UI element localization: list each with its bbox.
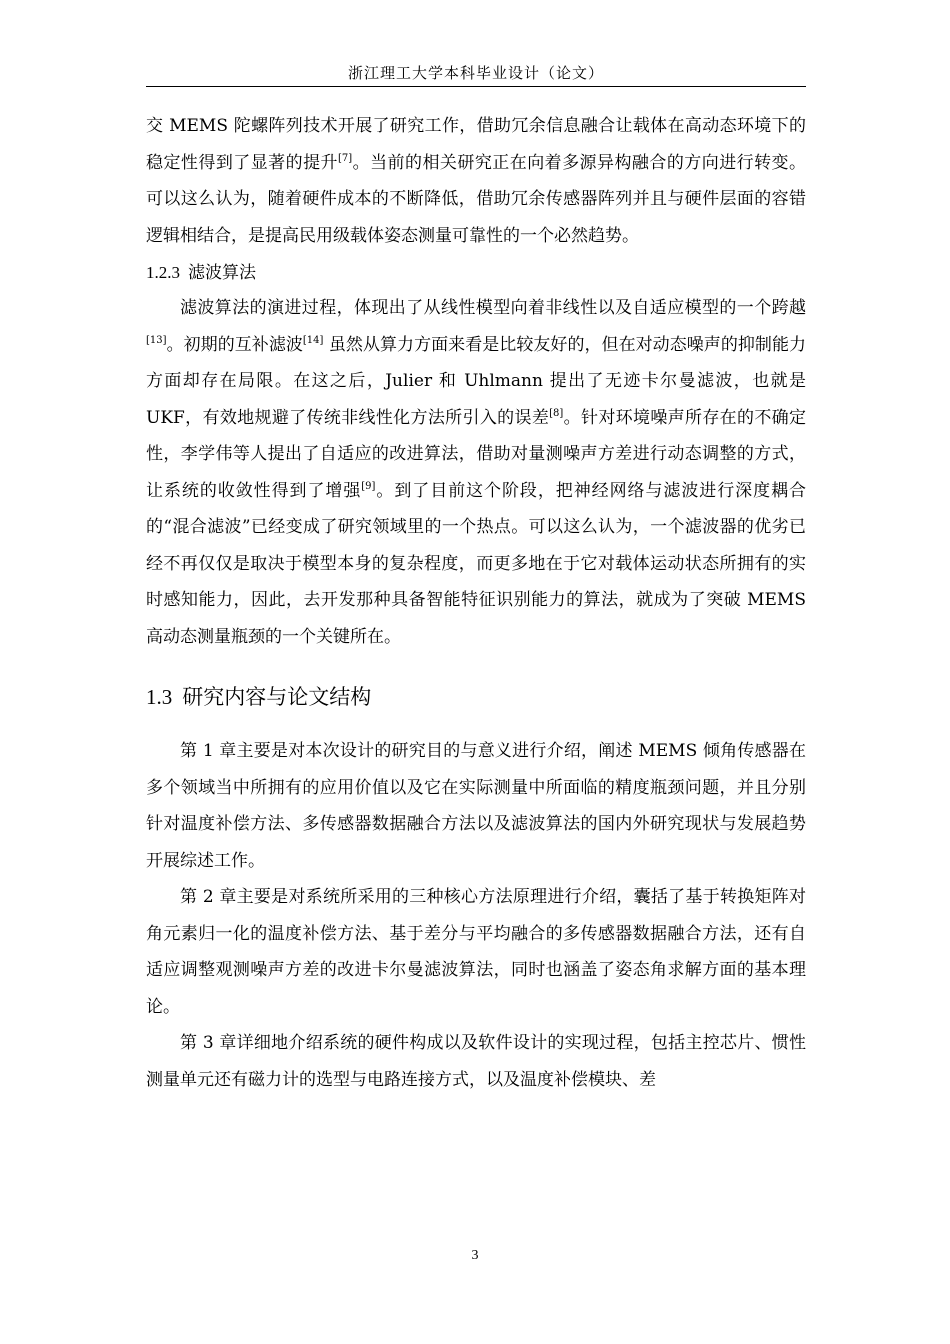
page-number: 3: [471, 1248, 479, 1263]
section-heading-1-3: [146, 677, 806, 717]
paragraph-chapter-2: 第 2 章主要是对系统所采用的三种核心方法原理进行介绍，囊括了基于转换矩阵对角元素归一化的温度补偿方法、基于差分与平均融合的多传感器数据融合方法，还有自适应调整观测噪声方差的改进卡尔曼滤波算法，同时也涵盖了姿态角求解方面的基本理论。: [146, 887, 806, 1017]
paragraph-text: 。针对环境噪声所存在的不确定性，李学伟等人提出了自适应的改进算法，借助对量测噪声方差进行动态调整的方式，让系统的收敛性得到了增强: [146, 407, 806, 501]
paragraph-text: 虽然从算力方面来看是比较友好的，但在对动态噪声的抑制能力方面却存在局限。在这之后，Julier 和 Uhlmann 提出了无迹卡尔曼滤波，也就是 UKF，有效地规避了传统非线性化方法所引入的误差: [146, 334, 806, 428]
section-title: 滤波算法: [188, 263, 256, 283]
section-title: 研究内容与论文结构: [182, 685, 372, 709]
section-heading-1-2-3: [146, 256, 806, 290]
header-divider: [146, 86, 806, 87]
page-header: 浙江理工大学本科毕业设计（论文）: [347, 64, 604, 82]
paragraph-text: 滤波算法的演进过程，体现出了从线性模型向着非线性以及自适应模型的一个跨越: [180, 298, 806, 318]
section-number: 1.2.3: [146, 263, 180, 282]
paragraph-text: 。到了目前这个阶段，把神经网络与滤波进行深度耦合的“混合滤波”已经变成了研究领域里的一个热点。可以这么认为，一个滤波器的优劣已经不再仅仅是取决于模型本身的复杂程度，而更多地在于它对载体运动状态所拥有的实时感知能力，因此，去开发那种具备智能特征识别能力的算法，就成为了突破 MEMS 高动态测量瓶颈的一个关键所在。: [146, 480, 807, 647]
paragraph-continued: [146, 108, 806, 254]
paragraph-chapter-3: 第 3 章详细地介绍系统的硬件构成以及软件设计的实现过程，包括主控芯片、惯性测量单元还有磁力计的选型与电路连接方式，以及温度补偿模块、差: [146, 1033, 806, 1090]
citation: [13]: [146, 334, 167, 346]
document-body: [146, 108, 806, 1098]
citation: [7]: [338, 152, 353, 164]
paragraph-text: 交 MEMS 陀螺阵列技术开展了研究工作，借助冗余信息融合让载体在高动态环境下的稳定性得到了显著的提升: [146, 116, 806, 173]
section-number: 1.3: [146, 685, 173, 709]
citation: [8]: [549, 407, 564, 419]
paragraph-text: 。初期的互补滤波: [166, 334, 303, 355]
citation: [9]: [361, 480, 376, 492]
paragraph-text: 。当前的相关研究正在向着多源异构融合的方向进行转变。可以这么认为，随着硬件成本的不断降低，借助冗余传感器阵列并且与硬件层面的容错逻辑相结合，是提高民用级载体姿态测量可靠性的一个必然趋势。: [146, 152, 807, 246]
paragraph-chapter-1: 第 1 章主要是对本次设计的研究目的与意义进行介绍，阐述 MEMS 倾角传感器在多个领域当中所拥有的应用价值以及它在实际测量中所面临的精度瓶颈问题，并且分别针对温度补偿方法、多传感器数据融合方法以及滤波算法的国内外研究现状与发展趋势开展综述工作。: [146, 741, 806, 871]
citation: [14]: [302, 334, 324, 346]
paragraph-filter-algorithms: [146, 290, 806, 655]
